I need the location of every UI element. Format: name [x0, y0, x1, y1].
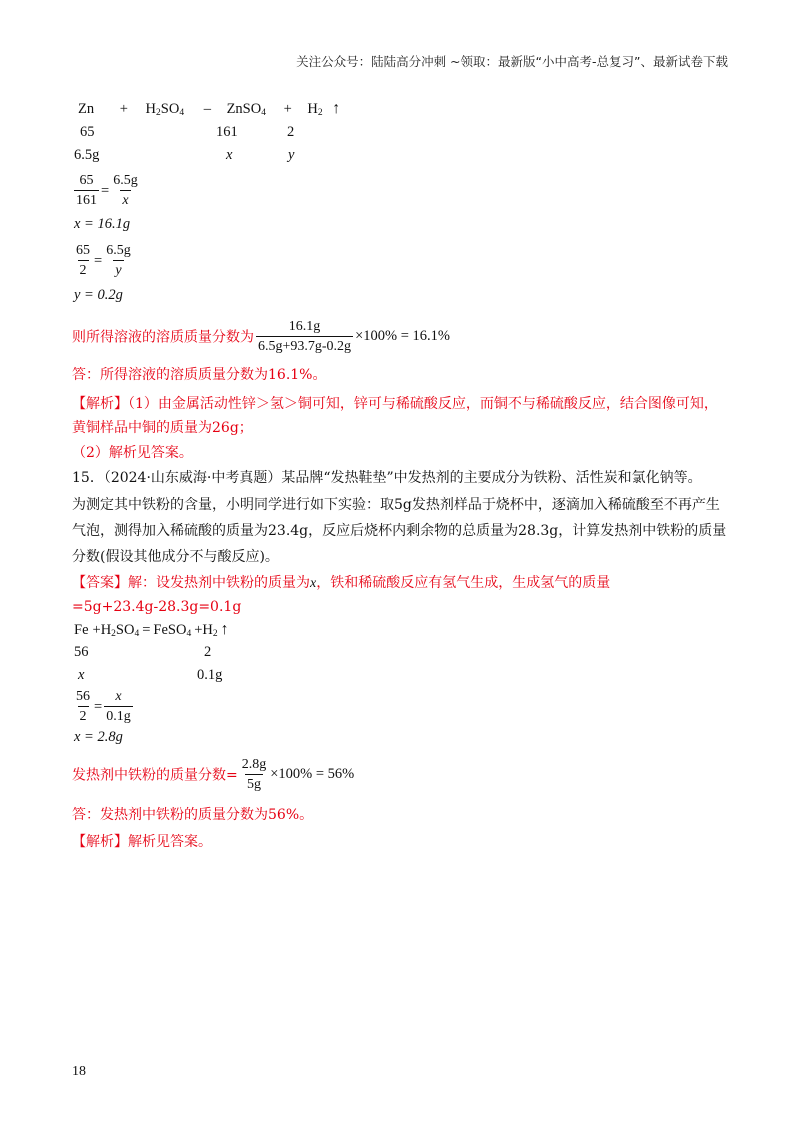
h2-molar-mass: 2: [287, 124, 295, 140]
znso4-molar-mass: 161: [216, 124, 238, 140]
zn-analysis-line3: （2）解析见答案。: [72, 445, 193, 461]
page-number: 18: [72, 1064, 86, 1079]
x-result: x = 16.1g: [74, 216, 131, 232]
page-header: 关注公众号：陆陆高分冲刺 ~领取：最新版“小中高考-总复习”、最新试卷下载: [296, 54, 728, 69]
var-y: y: [288, 147, 295, 163]
zn-molar-mass: 65: [80, 124, 95, 140]
gas-arrow-icon: ↑: [332, 100, 341, 117]
var-x: x: [226, 147, 233, 163]
zn-mass: 6.5g: [74, 147, 100, 163]
concentration-line: 则所得溶液的溶质质量分数为 $\frac{16.1g}{6.5g+93.7g-0.2g}$ ×100% = 16.1%: [72, 319, 450, 354]
h2-molar-mass-15: 2: [204, 644, 212, 660]
q15-line4: 分数(假设其他成分不与酸反应)。: [72, 549, 279, 565]
var-x-15: x: [78, 667, 85, 683]
q15-analysis: 【解析】解析见答案。: [72, 834, 212, 850]
gas-arrow-icon: ↑: [220, 621, 229, 638]
q15-line2: 为测定其中铁粉的含量，小明同学进行如下实验：取5g发热剂样品于烧杯中，逐滴加入稀硫酸至不再产生: [72, 497, 720, 513]
q15-answer-line1: 【答案】解：设发热剂中铁粉的质量为x，铁和稀硫酸反应有氢气生成，生成氢气的质量: [72, 575, 611, 591]
q15-final-answer: 答：发热剂中铁粉的质量分数为56%。: [72, 807, 314, 823]
q15-line3: 气泡，测得加入稀硫酸的质量为23.4g，反应后烧杯内剩余物的总质量为28.3g，计算发热剂中铁粉的质量: [72, 523, 727, 539]
proportion-x: $\frac{65}{161}$ = $\frac{6.5g}{x}$: [76, 173, 138, 208]
zn-answer: 答：所得溶液的溶质质量分数为16.1%。: [72, 367, 327, 383]
q15-answer-line2: =5g+23.4g-28.3g=0.1g: [72, 599, 242, 615]
fe-percentage-line: 发热剂中铁粉的质量分数= $\frac{2.8g}{5g}$ ×100% = 56%: [72, 757, 355, 792]
q15-line1: 15．（2024·山东威海·中考真题）某品牌“发热鞋垫”中发热剂的主要成分为铁粉、活性炭和氯化钠等。: [72, 470, 702, 486]
fe-equation: $Fe +H_2SO_4$ = FeSO$_4$ $+H_2$ ↑: [74, 621, 229, 639]
proportion-y: $\frac{65}{2}$ = $\frac{6.5g}{y}$: [76, 243, 131, 278]
zn-analysis-line2: 黄铜样品中铜的质量为26g；: [72, 420, 253, 436]
proportion-fe: $\frac{56}{2}$ = $\frac{x}{0.1g}$: [76, 689, 131, 724]
zn-equation: $Zn + H_2SO_4$ – ZnSO$_4$ + $H_2$ ↑: [78, 100, 341, 118]
y-result: y = 0.2g: [74, 287, 123, 303]
fe-x-result: x = 2.8g: [74, 729, 123, 745]
zn-analysis-line1: 【解析】（1）由金属活动性锌＞氢＞铜可知，锌可与稀硫酸反应，而铜不与稀硫酸反应，结合图像可知，: [72, 396, 718, 412]
h2-mass: 0.1g: [197, 667, 223, 683]
fe-molar-mass: 56: [74, 644, 89, 660]
